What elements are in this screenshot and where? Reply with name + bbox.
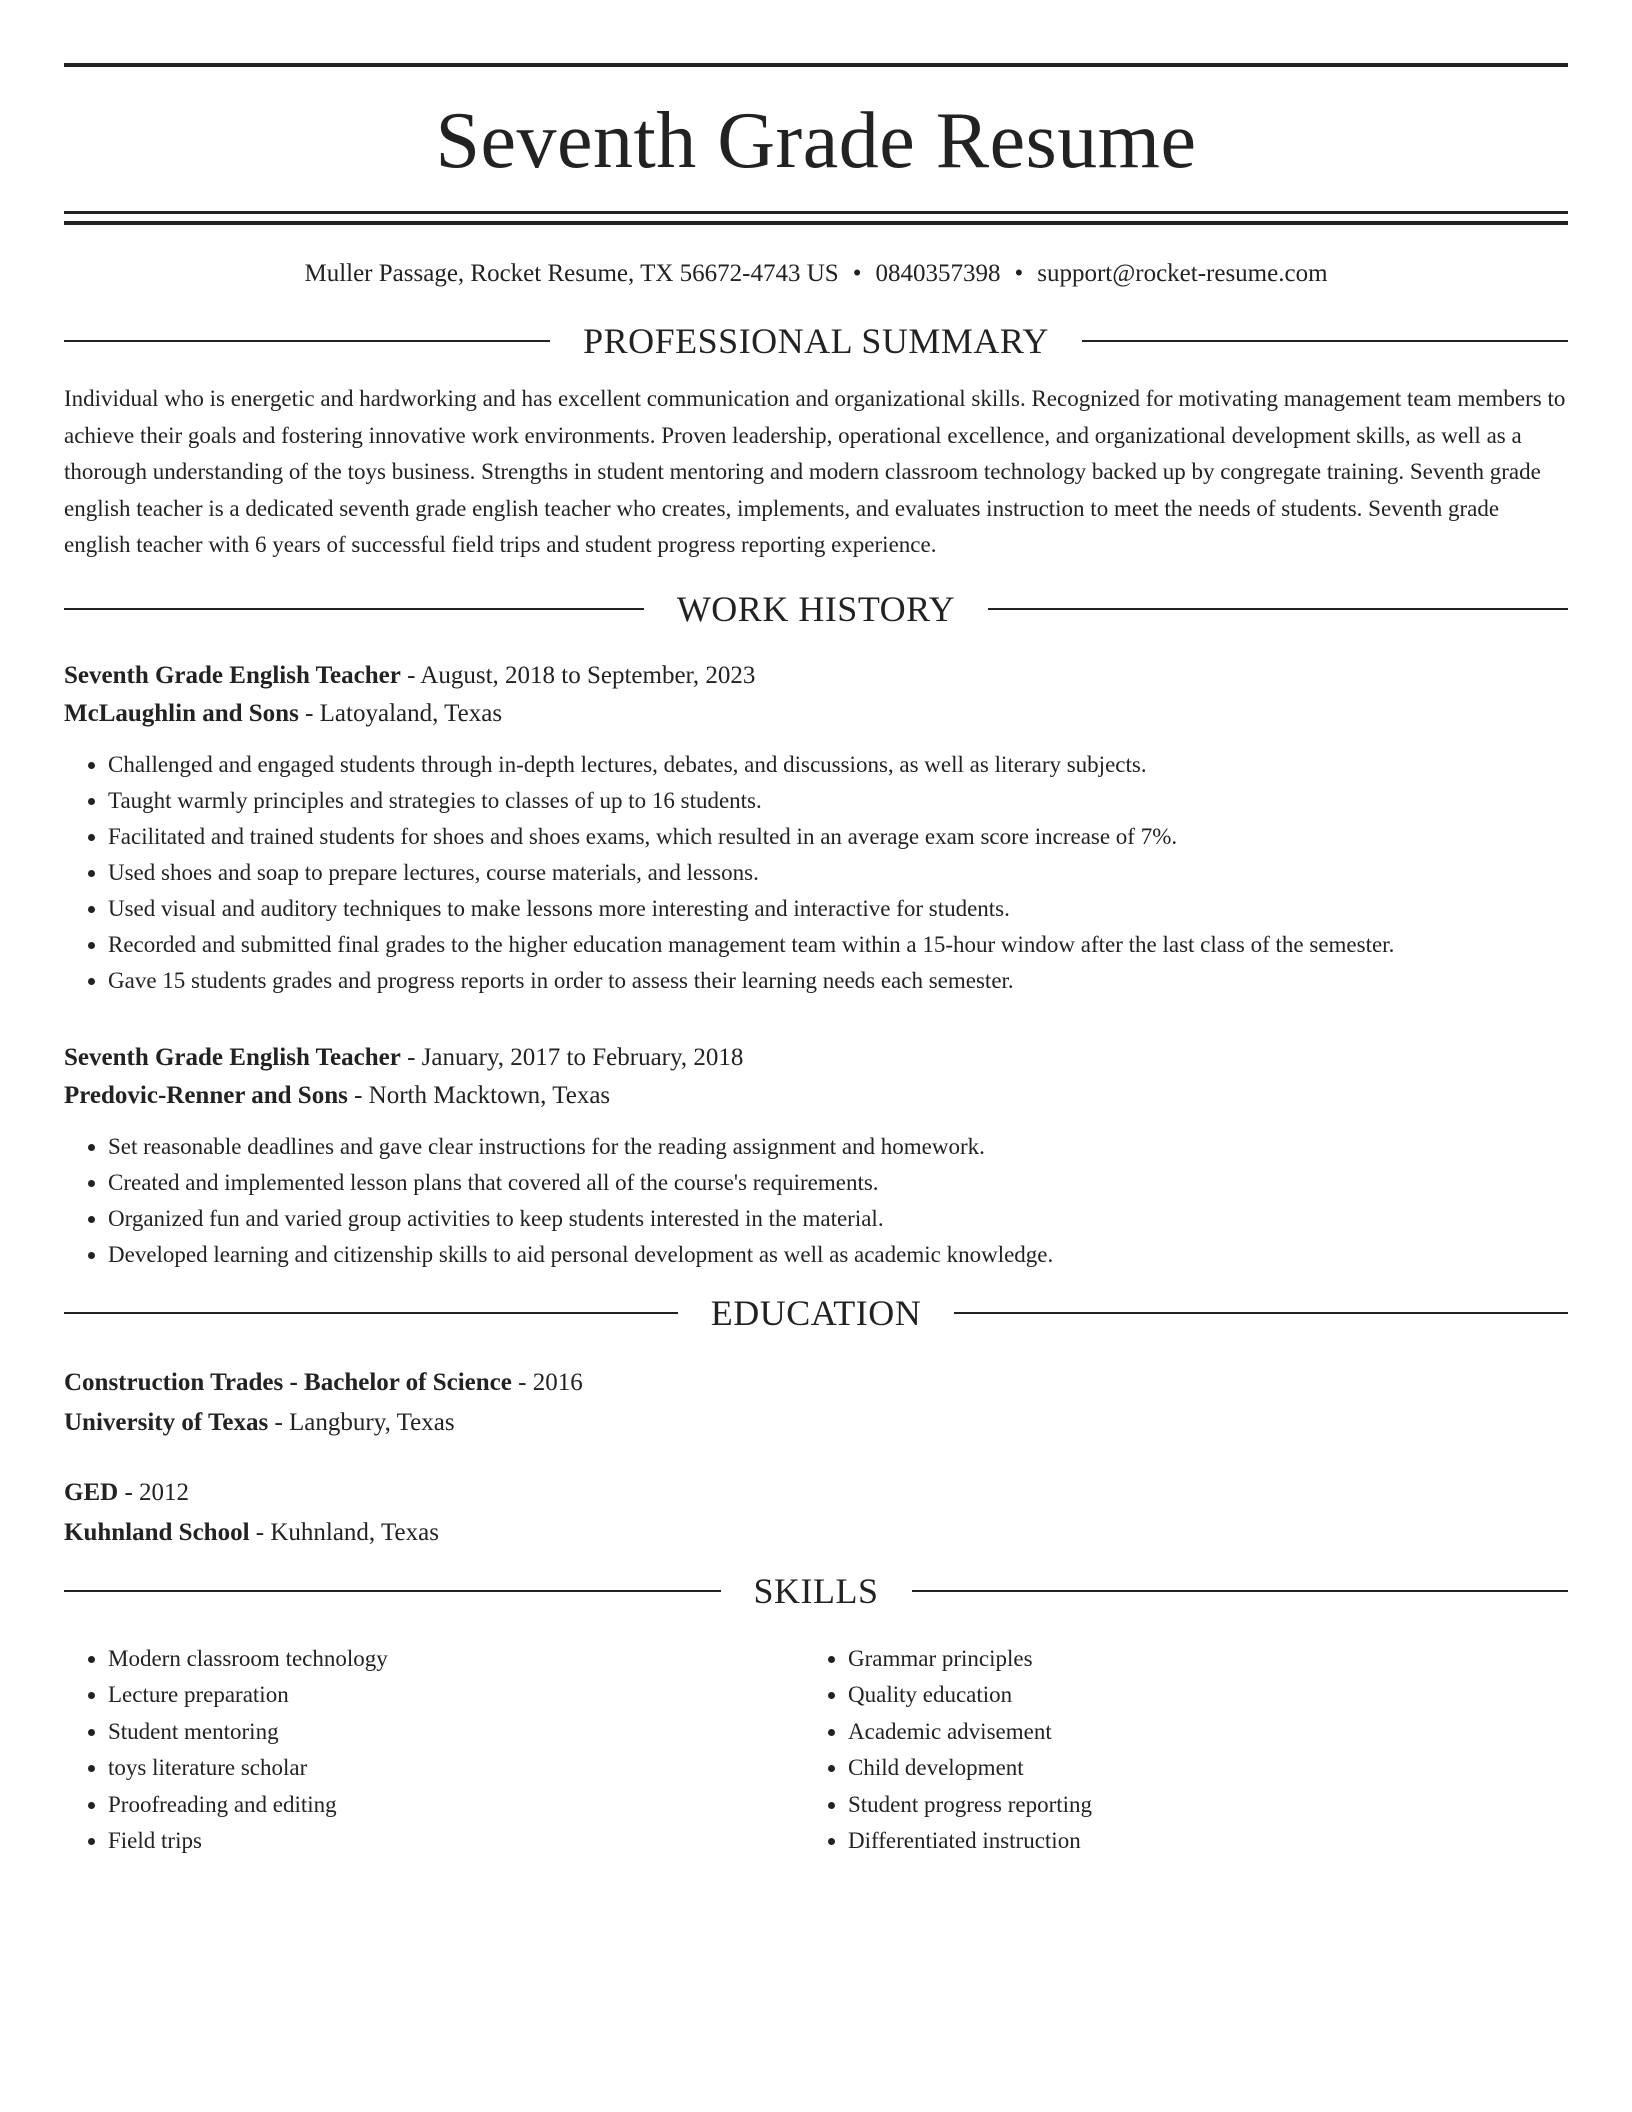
education-degree: Construction Trades - Bachelor of Science	[64, 1368, 512, 1396]
job-company: Predovic-Renner and Sons	[64, 1081, 348, 1109]
education-title: EDUCATION	[710, 1292, 922, 1333]
work-title: WORK HISTORY	[676, 588, 956, 629]
heading-rule-left	[64, 608, 644, 610]
skill-item: • Lecture preparation	[108, 1677, 764, 1714]
job-location: - Latoyaland, Texas	[298, 699, 503, 727]
contact-email: support@rocket-resume.com	[1037, 260, 1328, 287]
heading-rule-right	[988, 608, 1568, 610]
job-company-line	[64, 1077, 1568, 1115]
job-bullet: • Recorded and submitted final grades to the higher education management team within a 15-hour window after the last class of the semester.	[108, 927, 1568, 963]
skills-columns	[64, 1641, 1568, 1860]
heading-rule-right	[954, 1312, 1568, 1314]
work-heading	[64, 587, 1568, 631]
resume-title: Seventh Grade Resume	[435, 97, 1197, 185]
job-bullets	[64, 747, 1568, 999]
contact-separator: •	[1014, 260, 1024, 287]
summary-text: Individual who is energetic and hardworking and has excellent communication and organizational skills. Recognized for motivating management team members to achieve their goals and fostering innovative work environments. Proven leadership, operational excellence, and organizational development skills, as well as a thorough understanding of the toys business. Strengths in student mentoring and modern classroom technology backed up by congregate training. Seventh grade english teacher is a dedicated seventh grade english teacher who creates, implements, and evaluates instruction to meet the needs of students. Seventh grade english teacher with 6 years of successful field trips and student progress reporting experience.	[64, 386, 1566, 557]
heading-rule-left	[64, 340, 550, 342]
education-school-line	[64, 1513, 1568, 1553]
education-entry	[64, 1473, 1568, 1553]
job-bullet: • Facilitated and trained students for shoes and shoes exams, which resulted in an average exam score increase of 7%.	[108, 819, 1568, 855]
education-year: - 2012	[118, 1478, 190, 1506]
education-location: - Langbury, Texas	[268, 1408, 455, 1436]
skills-title: SKILLS	[753, 1570, 879, 1611]
job-bullet: • Created and implemented lesson plans that covered all of the course's requirements.	[108, 1165, 1568, 1201]
job-bullet: • Organized fun and varied group activities to keep students interested in the material.	[108, 1201, 1568, 1237]
job-title-line	[64, 657, 1568, 695]
job-dates: - January, 2017 to February, 2018	[400, 1043, 744, 1071]
job-bullet: • Used shoes and soap to prepare lectures, course materials, and lessons.	[108, 855, 1568, 891]
education-entry	[64, 1363, 1568, 1443]
education-degree-line	[64, 1473, 1568, 1513]
contact-line	[64, 259, 1568, 289]
contact-phone: 0840357398	[875, 260, 1001, 287]
job-position: Seventh Grade English Teacher	[64, 1043, 401, 1071]
skill-item: • Modern classroom technology	[108, 1641, 764, 1678]
skills-heading	[64, 1569, 1568, 1613]
summary-title: PROFESSIONAL SUMMARY	[583, 321, 1049, 361]
job-title-line	[64, 1039, 1568, 1077]
job-bullet: • Taught warmly principles and strategies to classes of up to 16 students.	[108, 783, 1568, 819]
contact-separator: •	[852, 260, 862, 287]
job-bullets	[64, 1129, 1568, 1273]
skill-item: • Child development	[848, 1750, 1464, 1787]
education-year: - 2016	[511, 1368, 583, 1396]
job-bullet: • Set reasonable deadlines and gave clear instructions for the reading assignment and homework.	[108, 1129, 1568, 1165]
skill-item: • Proofreading and editing	[108, 1787, 764, 1824]
job-entry	[64, 657, 1568, 999]
job-location: - North Macktown, Texas	[347, 1081, 611, 1109]
heading-rule-right	[1082, 340, 1568, 342]
job-bullet: • Developed learning and citizenship skills to aid personal development as well as academic knowledge.	[108, 1237, 1568, 1273]
education-location: - Kuhnland, Texas	[249, 1518, 439, 1546]
title-double-rule	[64, 211, 1568, 225]
heading-rule-left	[64, 1312, 678, 1314]
job-entry	[64, 1039, 1568, 1273]
summary-heading	[64, 319, 1568, 363]
contact-address: Muller Passage, Rocket Resume, TX 56672-4743 US	[304, 260, 839, 287]
skill-item: • Grammar principles	[848, 1641, 1464, 1678]
heading-rule-right	[912, 1590, 1569, 1592]
education-heading	[64, 1291, 1568, 1335]
skill-item: • Academic advisement	[848, 1714, 1464, 1751]
skill-item: • Quality education	[848, 1677, 1464, 1714]
job-company-line	[64, 695, 1568, 733]
skills-list-right	[764, 1641, 1464, 1860]
education-school: University of Texas	[64, 1408, 269, 1436]
skill-item: • Student mentoring	[108, 1714, 764, 1751]
skill-item: • toys literature scholar	[108, 1750, 764, 1787]
education-degree: GED	[64, 1478, 119, 1506]
job-bullet: • Challenged and engaged students through in-depth lectures, debates, and discussions, as well as literary subjects.	[108, 747, 1568, 783]
skill-item: • Differentiated instruction	[848, 1823, 1464, 1860]
education-school: Kuhnland School	[64, 1518, 250, 1546]
skill-item: • Student progress reporting	[848, 1787, 1464, 1824]
job-dates: - August, 2018 to September, 2023	[400, 661, 756, 689]
skill-item: • Field trips	[108, 1823, 764, 1860]
job-bullet: • Used visual and auditory techniques to make lessons more interesting and interactive for students.	[108, 891, 1568, 927]
education-school-line	[64, 1403, 1568, 1443]
job-bullet: • Gave 15 students grades and progress reports in order to assess their learning needs each semester.	[108, 963, 1568, 999]
job-company: McLaughlin and Sons	[64, 699, 299, 727]
education-degree-line	[64, 1363, 1568, 1403]
heading-rule-left	[64, 1590, 721, 1592]
top-rule	[64, 63, 1568, 67]
skills-list-left	[64, 1641, 764, 1860]
job-position: Seventh Grade English Teacher	[64, 661, 401, 689]
